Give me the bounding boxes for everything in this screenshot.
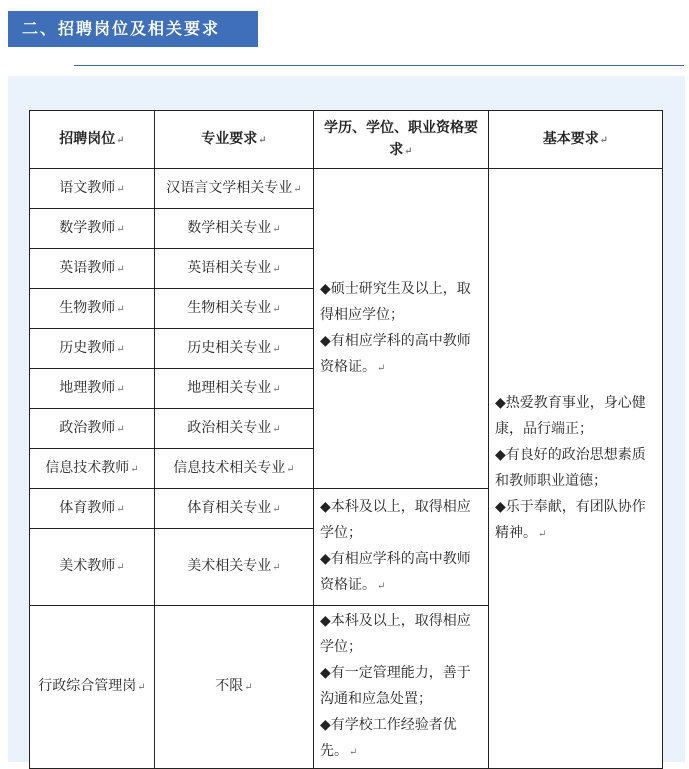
position-cell: 语文教师↵ — [30, 169, 155, 209]
position-cell: 数学教师↵ — [30, 209, 155, 249]
education-cell-group-1 — [314, 169, 489, 489]
position-cell: 英语教师↵ — [30, 249, 155, 289]
education-cell-group-3 — [314, 606, 489, 769]
edu-line: ◆有一定管理能力，善于沟通和应急处置； — [320, 665, 471, 707]
major-cell: 地理相关专业↵ — [155, 369, 314, 409]
major-cell: 美术相关专业↵ — [155, 529, 314, 606]
table-row — [30, 169, 663, 209]
section-title: 二、招聘岗位及相关要求 — [8, 11, 258, 47]
header-basic: 基本要求↵ — [489, 111, 663, 169]
major-cell: 数学相关专业↵ — [155, 209, 314, 249]
major-cell: 英语相关专业↵ — [155, 249, 314, 289]
major-cell: 信息技术相关专业↵ — [155, 449, 314, 489]
header-major: 专业要求↵ — [155, 111, 314, 169]
edu-line: ◆本科及以上，取得相应学位； — [320, 499, 471, 541]
position-cell: 信息技术教师↵ — [30, 449, 155, 489]
major-cell: 政治相关专业↵ — [155, 409, 314, 449]
basic-requirements-cell — [489, 169, 663, 769]
header-education: 学历、学位、职业资格要求↵ — [314, 111, 489, 169]
major-cell: 汉语言文学相关专业↵ — [155, 169, 314, 209]
edu-line: ◆有相应学科的高中教师资格证。↵ — [320, 332, 471, 375]
table-header-row — [30, 111, 663, 169]
major-cell: 历史相关专业↵ — [155, 329, 314, 369]
basic-line: ◆有良好的政治思想素质和教师职业道德； — [495, 446, 646, 489]
edu-line: ◆硕士研究生及以上，取得相应学位； — [320, 280, 471, 323]
position-cell: 地理教师↵ — [30, 369, 155, 409]
position-cell: 历史教师↵ — [30, 329, 155, 369]
header-divider — [74, 65, 684, 66]
header-position: 招聘岗位↵ — [30, 111, 155, 169]
position-cell: 生物教师↵ — [30, 289, 155, 329]
edu-line: ◆有相应学科的高中教师资格证。↵ — [320, 551, 471, 593]
major-cell: 生物相关专业↵ — [155, 289, 314, 329]
basic-line: ◆乐于奉献，有团队协作精神。↵ — [495, 498, 646, 541]
position-cell: 行政综合管理岗↵ — [30, 606, 155, 769]
major-cell: 不限↵ — [155, 606, 314, 769]
recruitment-table — [29, 110, 663, 769]
education-cell-group-2 — [314, 489, 489, 606]
edu-line: ◆本科及以上，取得相应学位； — [320, 613, 471, 655]
position-cell: 体育教师↵ — [30, 489, 155, 529]
position-cell: 政治教师↵ — [30, 409, 155, 449]
edu-line: ◆有学校工作经验者优先。↵ — [320, 717, 457, 759]
major-cell: 体育相关专业↵ — [155, 489, 314, 529]
position-cell: 美术教师↵ — [30, 529, 155, 606]
basic-line: ◆热爱教育事业，身心健康，品行端正； — [495, 394, 646, 437]
